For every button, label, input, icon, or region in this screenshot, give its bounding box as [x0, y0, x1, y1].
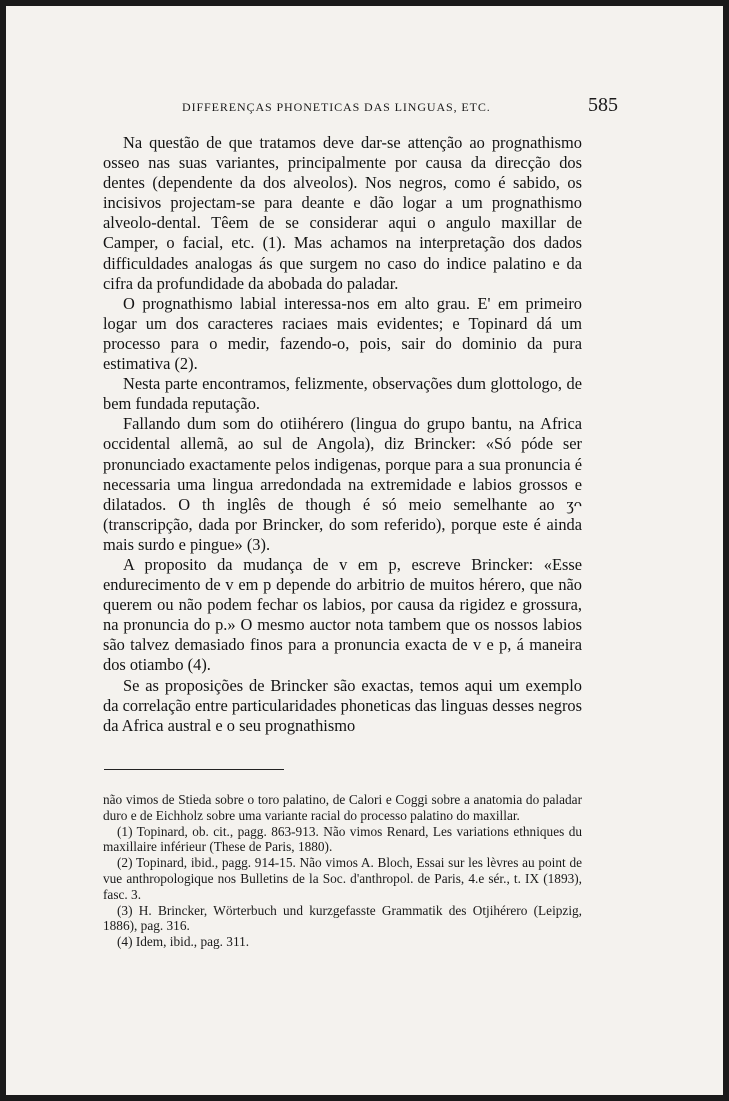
footnotes — [103, 792, 582, 950]
footnote: (3) H. Brincker, Wörterbuch und kurzgefasste Grammatik des Otjihérero (Leipzig, 1886), pag. 316. — [103, 902, 582, 934]
paragraph: Se as proposições de Brincker são exactas, temos aqui um exemplo da correlação entre particularidades phoneticas das linguas desses negros da Africa austral e o seu prognathismo — [103, 675, 582, 735]
paragraph: O prognathismo labial interessa-nos em alto grau. E' em primeiro logar um dos caracteres raciaes mais evidentes; e Topinard dá um processo para o medir, fazendo-o, pois, sair do dominio da pura estimativa (2). — [103, 293, 582, 374]
footnote: (2) Topinard, ibid., pagg. 914-15. Não vimos A. Bloch, Essai sur les lèvres au point de vue anthropologique nos Bulletins de la Soc. d'anthropol. de Paris, 4.e sér., t. IX (1893), fasc. 3. — [103, 855, 582, 902]
running-title: DIFFERENÇAS PHONETICAS DAS LINGUAS, ETC. — [182, 100, 491, 114]
footnote-continuation: não vimos de Stieda sobre o toro palatino, de Calori e Coggi sobre a anatomia do paladar duro e de Eichholz sobre uma variante racial do processo palatino do maxillar. — [103, 792, 582, 823]
footnote: (1) Topinard, ob. cit., pagg. 863-913. Não vimos Renard, Les variations ethniques du maxillaire inférieur (These de Paris, 1880). — [103, 823, 582, 855]
paragraph: A proposito da mudança de v em p, escreve Brincker: «Esse endurecimento de v em p depende do arbitrio de muitos hérero, que não querem ou não podem fechar os labios, por causa da rigidez e grossura, na pronuncia do p.» O mesmo auctor nota tambem que os nossos labios são talvez demasiado finos para a pronuncia exacta de v e p, á maneira dos otiambo (4). — [103, 554, 582, 675]
footnote: (4) Idem, ibid., pag. 311. — [117, 934, 250, 950]
paragraph: Fallando dum som do otiihérero (lingua do grupo bantu, na Africa occidental allemã, ao sul de Angola), diz Brincker: «Só póde ser pronunciado exactamente pelos indigenas, porque para a sua pronuncia é necessaria uma lingua arredondada na extremidade e labios grossos e dilatados. O th inglês de though é só meio semelhante ao ʒᴖ (transcripção, dada por Brincker, do som referido), porque este é ainda mais surdo e pingue» (3). — [103, 414, 582, 554]
paragraph: Na questão de que tratamos deve dar-se attenção ao prognathismo osseo nas suas variantes, principalmente por causa da direcção dos dentes (dependente da dos alveolos). Nos negros, como é sabido, os incisivos projectam-se para deante e dão logar a um prognathismo alveolo-dental. Têem de se considerar aqui o angulo maxillar de Camper, o facial, etc. (1). Mas achamos na interpretação dos dados difficuldades analogas ás que surgem no caso do indice palatino e da cifra da profundidade da abobada do paladar. — [103, 133, 582, 293]
footnote-divider — [104, 769, 284, 770]
page-header — [106, 94, 626, 118]
main-text — [103, 133, 582, 736]
page-number: 585 — [588, 94, 618, 116]
book-page — [6, 6, 723, 1095]
paragraph: Nesta parte encontramos, felizmente, observações dum glottologo, de bem fundada reputação. — [103, 374, 582, 414]
